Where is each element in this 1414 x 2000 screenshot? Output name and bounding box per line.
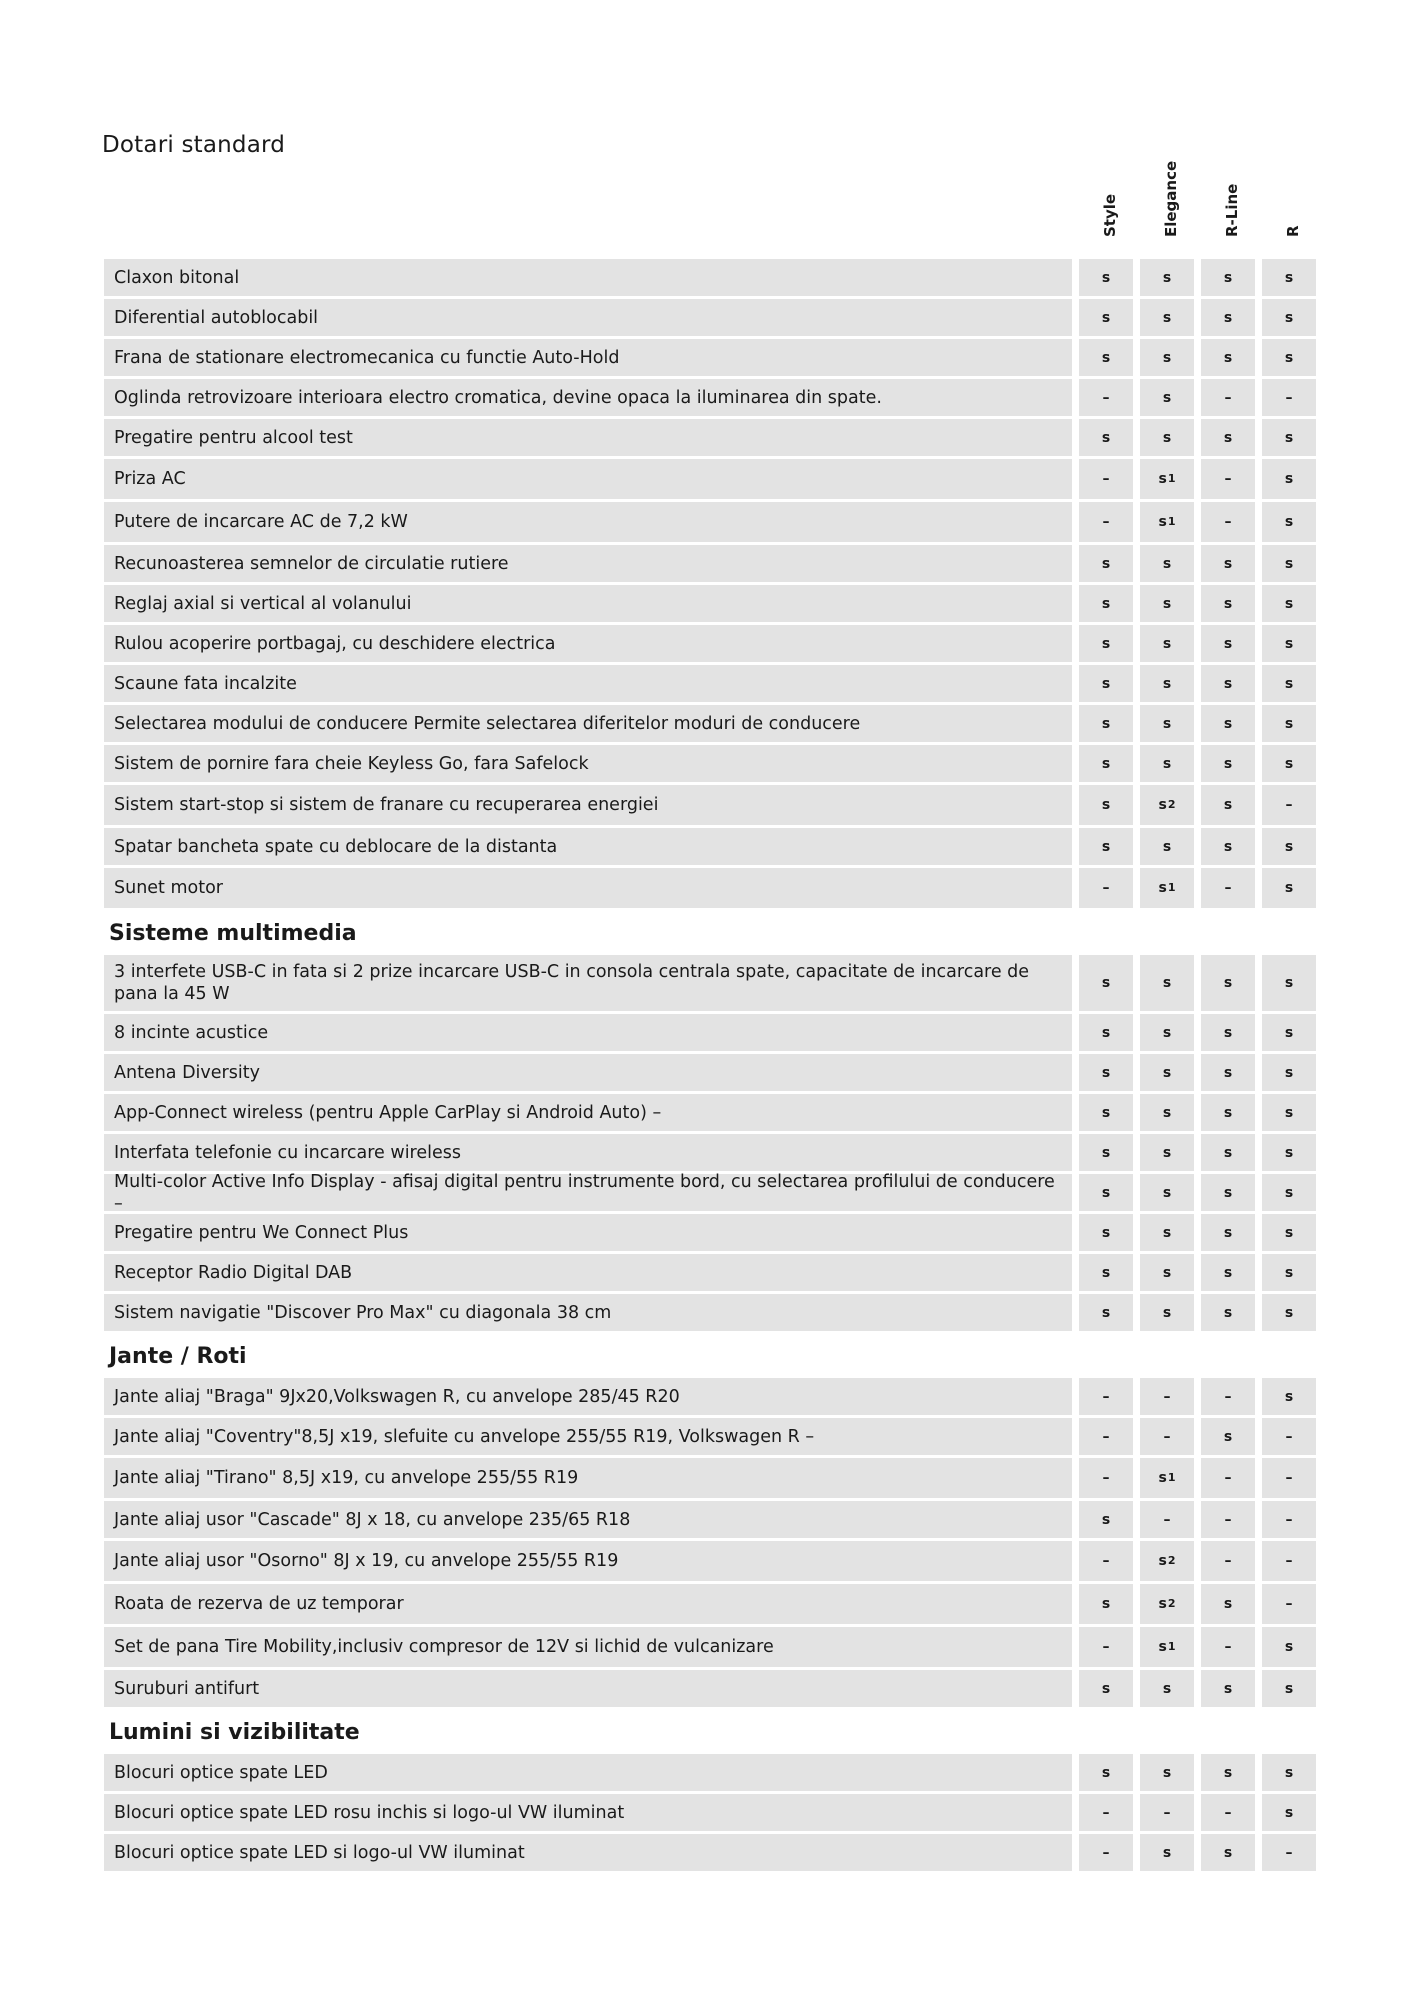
- availability-cell-elegance: s: [1140, 1214, 1194, 1251]
- availability-cell-elegance: s: [1140, 1754, 1194, 1791]
- availability-cell-r: s: [1262, 545, 1316, 582]
- availability-cell-style: s: [1079, 828, 1133, 865]
- availability-cell-elegance: s 1: [1140, 459, 1194, 499]
- availability-cell-r-line: s: [1201, 1834, 1255, 1871]
- table-row: [104, 745, 1322, 782]
- section-title: Lumini si vizibilitate: [109, 1719, 360, 1745]
- table-row: [104, 339, 1322, 376]
- availability-cell-r-line: s: [1201, 339, 1255, 376]
- availability-cell-r: s: [1262, 259, 1316, 296]
- availability-cell-elegance: s 1: [1140, 868, 1194, 908]
- availability-cell-r-line: s: [1201, 299, 1255, 336]
- table-row: [104, 1294, 1322, 1331]
- availability-cell-style: s: [1079, 1670, 1133, 1707]
- availability-cell-r: s: [1262, 625, 1316, 662]
- availability-cell-elegance: –: [1140, 1418, 1194, 1455]
- table-row: [104, 1501, 1322, 1538]
- availability-cell-r-line: –: [1201, 1458, 1255, 1498]
- availability-cell-r-line: s: [1201, 1254, 1255, 1291]
- table-row: [104, 419, 1322, 456]
- feature-label: Antena Diversity: [104, 1054, 1072, 1091]
- availability-cell-style: s: [1079, 1174, 1133, 1211]
- table-row: [104, 1834, 1322, 1871]
- availability-cell-r-line: s: [1201, 1670, 1255, 1707]
- table-row: [104, 1754, 1322, 1791]
- table-row: [104, 502, 1322, 542]
- table-row: [104, 459, 1322, 499]
- feature-label: Jante aliaj "Braga" 9Jx20,Volkswagen R, cu anvelope 285/45 R20: [104, 1378, 1072, 1415]
- table-row: [104, 828, 1322, 865]
- availability-cell-elegance: s 2: [1140, 785, 1194, 825]
- availability-cell-r: s: [1262, 339, 1316, 376]
- feature-label: Blocuri optice spate LED: [104, 1754, 1072, 1791]
- availability-cell-r: s: [1262, 665, 1316, 702]
- table-row: [104, 1054, 1322, 1091]
- table-row: [104, 785, 1322, 825]
- availability-cell-r-line: s: [1201, 1754, 1255, 1791]
- table-row: [104, 705, 1322, 742]
- availability-cell-r-line: s: [1201, 545, 1255, 582]
- feature-label: Spatar bancheta spate cu deblocare de la distanta: [104, 828, 1072, 865]
- availability-cell-elegance: s: [1140, 1834, 1194, 1871]
- availability-cell-r: –: [1262, 1834, 1316, 1871]
- availability-cell-r-line: –: [1201, 1627, 1255, 1667]
- availability-cell-style: –: [1079, 379, 1133, 416]
- feature-label: Suruburi antifurt: [104, 1670, 1072, 1707]
- availability-cell-elegance: s: [1140, 1014, 1194, 1051]
- availability-cell-r-line: s: [1201, 1214, 1255, 1251]
- table-row: [104, 625, 1322, 662]
- availability-cell-elegance: s: [1140, 1134, 1194, 1171]
- availability-cell-elegance: –: [1140, 1794, 1194, 1831]
- column-header-r: R: [1284, 225, 1302, 237]
- availability-cell-elegance: s: [1140, 379, 1194, 416]
- availability-cell-r-line: s: [1201, 665, 1255, 702]
- availability-cell-elegance: s: [1140, 1294, 1194, 1331]
- availability-cell-r-line: –: [1201, 868, 1255, 908]
- availability-cell-style: s: [1079, 339, 1133, 376]
- table-row: [104, 379, 1322, 416]
- table-row: [104, 665, 1322, 702]
- availability-cell-r: s: [1262, 828, 1316, 865]
- availability-cell-r: s: [1262, 299, 1316, 336]
- availability-cell-r-line: s: [1201, 1054, 1255, 1091]
- availability-cell-r: –: [1262, 1458, 1316, 1498]
- section-title: Sisteme multimedia: [109, 920, 357, 946]
- availability-cell-elegance: s: [1140, 259, 1194, 296]
- feature-label: Claxon bitonal: [104, 259, 1072, 296]
- feature-label: 3 interfete USB-C in fata si 2 prize incarcare USB-C in consola centrala spate, capacitate de incarcare de pana la 45 W: [104, 955, 1072, 1011]
- availability-cell-r: s: [1262, 1627, 1316, 1667]
- feature-label: App-Connect wireless (pentru Apple CarPlay si Android Auto) –: [104, 1094, 1072, 1131]
- availability-cell-style: –: [1079, 1378, 1133, 1415]
- availability-cell-r: –: [1262, 1541, 1316, 1581]
- table-row: [104, 1794, 1322, 1831]
- table-row: [104, 1094, 1322, 1131]
- availability-cell-r-line: s: [1201, 1094, 1255, 1131]
- availability-cell-r: –: [1262, 1418, 1316, 1455]
- table-row: [104, 1541, 1322, 1581]
- availability-cell-r: –: [1262, 379, 1316, 416]
- availability-cell-elegance: –: [1140, 1501, 1194, 1538]
- availability-cell-r: s: [1262, 1134, 1316, 1171]
- availability-cell-r-line: s: [1201, 828, 1255, 865]
- feature-label: Reglaj axial si vertical al volanului: [104, 585, 1072, 622]
- feature-label: Recunoasterea semnelor de circulatie rutiere: [104, 545, 1072, 582]
- column-header-r-line: R-Line: [1223, 183, 1241, 237]
- availability-cell-elegance: s: [1140, 1254, 1194, 1291]
- availability-cell-r: s: [1262, 1794, 1316, 1831]
- table-row: [104, 1171, 1322, 1214]
- feature-label: Pregatire pentru alcool test: [104, 419, 1072, 456]
- availability-cell-elegance: s: [1140, 1670, 1194, 1707]
- availability-cell-elegance: s 1: [1140, 1458, 1194, 1498]
- availability-cell-elegance: s: [1140, 625, 1194, 662]
- availability-cell-elegance: s: [1140, 828, 1194, 865]
- feature-label: Set de pana Tire Mobility,inclusiv compresor de 12V si lichid de vulcanizare: [104, 1627, 1072, 1667]
- availability-cell-style: –: [1079, 1418, 1133, 1455]
- availability-cell-elegance: s: [1140, 419, 1194, 456]
- availability-cell-r: –: [1262, 1501, 1316, 1538]
- equipment-table: [104, 259, 1322, 1874]
- availability-cell-r: s: [1262, 1214, 1316, 1251]
- availability-cell-r: s: [1262, 1174, 1316, 1211]
- availability-cell-elegance: s: [1140, 339, 1194, 376]
- availability-cell-elegance: s: [1140, 705, 1194, 742]
- table-row: [104, 868, 1322, 908]
- availability-cell-r: s: [1262, 1670, 1316, 1707]
- availability-cell-style: s: [1079, 1134, 1133, 1171]
- availability-cell-elegance: s: [1140, 955, 1194, 1011]
- feature-label: Multi-color Active Info Display - afisaj digital pentru instrumente bord, cu selectarea profilului de conducere –: [104, 1174, 1072, 1211]
- availability-cell-r: s: [1262, 1054, 1316, 1091]
- availability-cell-style: s: [1079, 545, 1133, 582]
- availability-cell-r: –: [1262, 785, 1316, 825]
- availability-cell-style: s: [1079, 625, 1133, 662]
- availability-cell-style: s: [1079, 1214, 1133, 1251]
- availability-cell-style: s: [1079, 1094, 1133, 1131]
- availability-cell-r: s: [1262, 1378, 1316, 1415]
- feature-label: Receptor Radio Digital DAB: [104, 1254, 1072, 1291]
- availability-cell-elegance: –: [1140, 1378, 1194, 1415]
- feature-label: Jante aliaj usor "Osorno" 8J x 19, cu anvelope 255/55 R19: [104, 1541, 1072, 1581]
- availability-cell-style: s: [1079, 785, 1133, 825]
- availability-cell-style: s: [1079, 745, 1133, 782]
- availability-cell-style: –: [1079, 1794, 1133, 1831]
- availability-cell-style: –: [1079, 1627, 1133, 1667]
- availability-cell-style: –: [1079, 1834, 1133, 1871]
- page-title: Dotari standard: [102, 132, 286, 158]
- table-row: [104, 259, 1322, 296]
- availability-cell-r-line: –: [1201, 1794, 1255, 1831]
- table-row: [104, 955, 1322, 1011]
- availability-cell-r: s: [1262, 459, 1316, 499]
- availability-cell-style: –: [1079, 459, 1133, 499]
- availability-cell-r-line: –: [1201, 1378, 1255, 1415]
- feature-label: Sistem navigatie "Discover Pro Max" cu diagonala 38 cm: [104, 1294, 1072, 1331]
- availability-cell-r-line: s: [1201, 1584, 1255, 1624]
- availability-cell-style: s: [1079, 955, 1133, 1011]
- availability-cell-r-line: –: [1201, 459, 1255, 499]
- availability-cell-r: s: [1262, 585, 1316, 622]
- availability-cell-r: s: [1262, 1254, 1316, 1291]
- availability-cell-r-line: –: [1201, 1541, 1255, 1581]
- feature-label: Blocuri optice spate LED si logo-ul VW iluminat: [104, 1834, 1072, 1871]
- availability-cell-style: –: [1079, 1458, 1133, 1498]
- availability-cell-elegance: s: [1140, 299, 1194, 336]
- availability-cell-style: s: [1079, 299, 1133, 336]
- feature-label: Jante aliaj "Coventry"8,5J x19, slefuite cu anvelope 255/55 R19, Volkswagen R –: [104, 1418, 1072, 1455]
- feature-label: Frana de stationare electromecanica cu functie Auto-Hold: [104, 339, 1072, 376]
- table-row: [104, 1254, 1322, 1291]
- availability-cell-elegance: s 2: [1140, 1584, 1194, 1624]
- availability-cell-style: s: [1079, 1584, 1133, 1624]
- table-row: [104, 1458, 1322, 1498]
- availability-cell-r-line: s: [1201, 1174, 1255, 1211]
- feature-label: Scaune fata incalzite: [104, 665, 1072, 702]
- availability-cell-r-line: s: [1201, 1418, 1255, 1455]
- availability-cell-style: s: [1079, 1294, 1133, 1331]
- availability-cell-elegance: s 1: [1140, 1627, 1194, 1667]
- column-header-elegance: Elegance: [1162, 160, 1180, 237]
- availability-cell-style: s: [1079, 1754, 1133, 1791]
- availability-cell-style: –: [1079, 868, 1133, 908]
- availability-cell-style: s: [1079, 419, 1133, 456]
- column-header-style: Style: [1101, 193, 1119, 237]
- table-row: [104, 299, 1322, 336]
- table-row: [104, 1418, 1322, 1455]
- availability-cell-r: s: [1262, 1094, 1316, 1131]
- feature-label: Roata de rezerva de uz temporar: [104, 1584, 1072, 1624]
- table-row: [104, 1134, 1322, 1171]
- availability-cell-r: s: [1262, 1014, 1316, 1051]
- availability-cell-style: s: [1079, 1014, 1133, 1051]
- feature-label: Rulou acoperire portbagaj, cu deschidere electrica: [104, 625, 1072, 662]
- availability-cell-r-line: s: [1201, 785, 1255, 825]
- feature-label: Jante aliaj usor "Cascade" 8J x 18, cu anvelope 235/65 R18: [104, 1501, 1072, 1538]
- availability-cell-style: –: [1079, 502, 1133, 542]
- availability-cell-r: s: [1262, 502, 1316, 542]
- availability-cell-style: s: [1079, 1254, 1133, 1291]
- feature-label: Interfata telefonie cu incarcare wireless: [104, 1134, 1072, 1171]
- feature-label: Putere de incarcare AC de 7,2 kW: [104, 502, 1072, 542]
- availability-cell-r: s: [1262, 745, 1316, 782]
- availability-cell-elegance: s: [1140, 585, 1194, 622]
- feature-label: Diferential autoblocabil: [104, 299, 1072, 336]
- feature-label: Jante aliaj "Tirano" 8,5J x19, cu anvelope 255/55 R19: [104, 1458, 1072, 1498]
- availability-cell-elegance: s: [1140, 745, 1194, 782]
- availability-cell-elegance: s: [1140, 1094, 1194, 1131]
- availability-cell-r-line: s: [1201, 955, 1255, 1011]
- availability-cell-elegance: s: [1140, 545, 1194, 582]
- availability-cell-r: s: [1262, 955, 1316, 1011]
- section-title: Jante / Roti: [109, 1343, 247, 1369]
- availability-cell-r-line: s: [1201, 1014, 1255, 1051]
- feature-label: Sistem start-stop si sistem de franare cu recuperarea energiei: [104, 785, 1072, 825]
- availability-cell-r-line: s: [1201, 1134, 1255, 1171]
- availability-cell-r: s: [1262, 419, 1316, 456]
- table-row: [104, 545, 1322, 582]
- table-row: [104, 1378, 1322, 1415]
- availability-cell-r: s: [1262, 1294, 1316, 1331]
- availability-cell-r-line: s: [1201, 585, 1255, 622]
- availability-cell-r-line: –: [1201, 379, 1255, 416]
- availability-cell-r: s: [1262, 705, 1316, 742]
- availability-cell-r-line: s: [1201, 419, 1255, 456]
- availability-cell-r-line: s: [1201, 259, 1255, 296]
- feature-label: Priza AC: [104, 459, 1072, 499]
- feature-label: 8 incinte acustice: [104, 1014, 1072, 1051]
- availability-cell-elegance: s 2: [1140, 1541, 1194, 1581]
- table-row: [104, 1014, 1322, 1051]
- feature-label: Sunet motor: [104, 868, 1072, 908]
- availability-cell-elegance: s: [1140, 1054, 1194, 1091]
- availability-cell-style: s: [1079, 1054, 1133, 1091]
- availability-cell-r-line: s: [1201, 1294, 1255, 1331]
- availability-cell-r-line: –: [1201, 502, 1255, 542]
- availability-cell-r: –: [1262, 1584, 1316, 1624]
- availability-cell-elegance: s: [1140, 1174, 1194, 1211]
- availability-cell-style: s: [1079, 585, 1133, 622]
- availability-cell-r-line: s: [1201, 625, 1255, 662]
- table-row: [104, 1627, 1322, 1667]
- table-row: [104, 1214, 1322, 1251]
- availability-cell-r-line: s: [1201, 745, 1255, 782]
- table-row: [104, 1670, 1322, 1707]
- availability-cell-r-line: s: [1201, 705, 1255, 742]
- availability-cell-elegance: s: [1140, 665, 1194, 702]
- availability-cell-r: s: [1262, 868, 1316, 908]
- availability-cell-r: s: [1262, 1754, 1316, 1791]
- feature-label: Pregatire pentru We Connect Plus: [104, 1214, 1072, 1251]
- availability-cell-elegance: s 1: [1140, 502, 1194, 542]
- availability-cell-style: s: [1079, 665, 1133, 702]
- feature-label: Blocuri optice spate LED rosu inchis si logo-ul VW iluminat: [104, 1794, 1072, 1831]
- feature-label: Selectarea modului de conducere Permite selectarea diferitelor moduri de conducere: [104, 705, 1072, 742]
- availability-cell-style: s: [1079, 1501, 1133, 1538]
- availability-cell-style: s: [1079, 259, 1133, 296]
- feature-label: Sistem de pornire fara cheie Keyless Go, fara Safelock: [104, 745, 1072, 782]
- table-row: [104, 585, 1322, 622]
- availability-cell-r-line: –: [1201, 1501, 1255, 1538]
- availability-cell-style: –: [1079, 1541, 1133, 1581]
- table-row: [104, 1584, 1322, 1624]
- availability-cell-style: s: [1079, 705, 1133, 742]
- feature-label: Oglinda retrovizoare interioara electro cromatica, devine opaca la iluminarea din spate.: [104, 379, 1072, 416]
